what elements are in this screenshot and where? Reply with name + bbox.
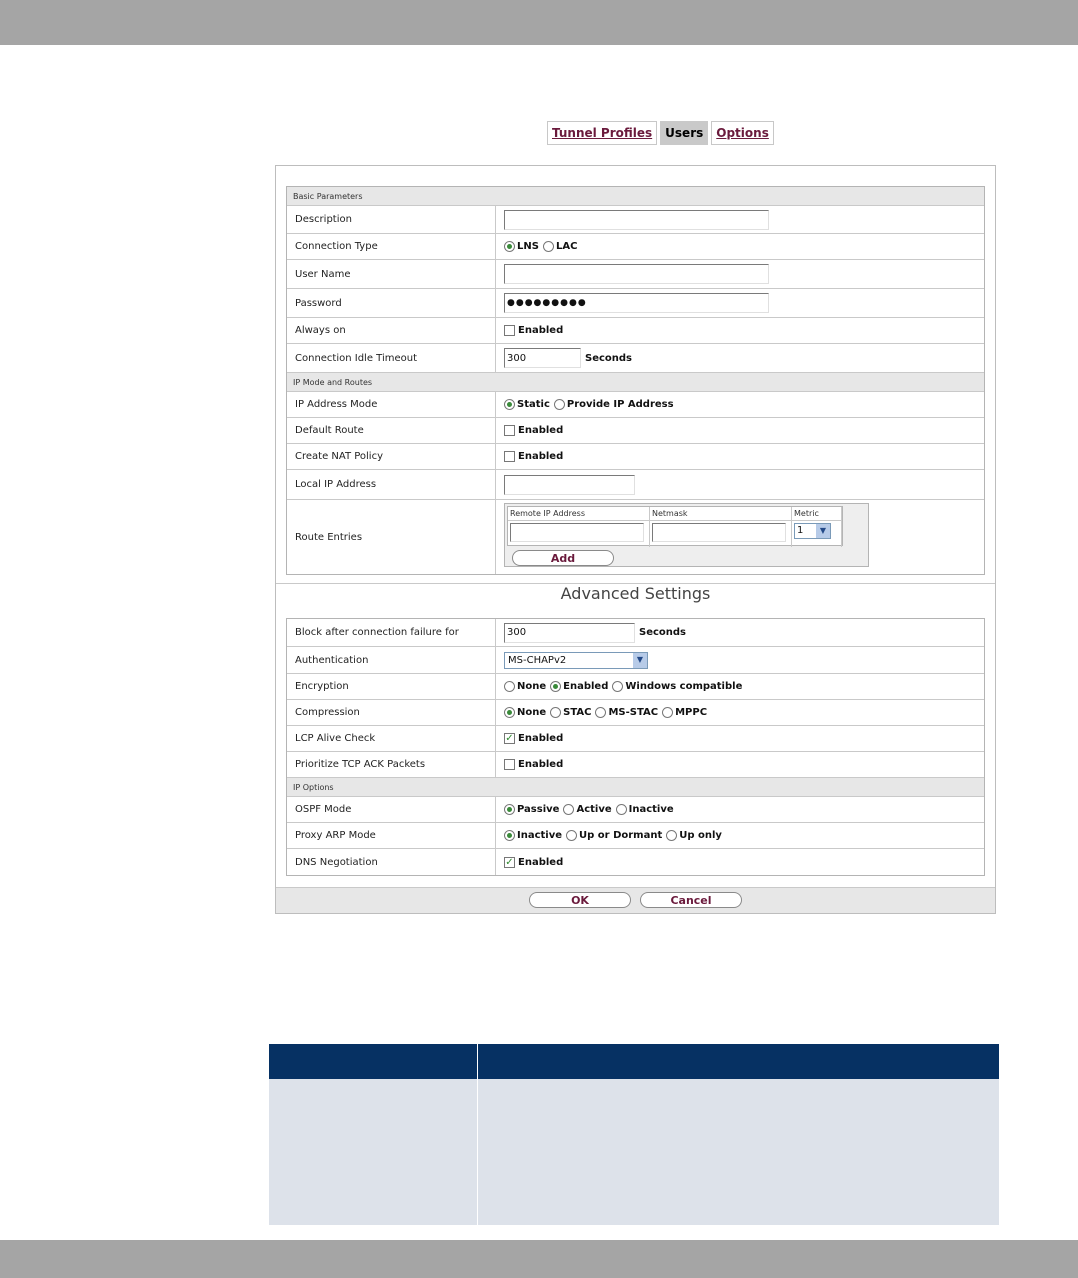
label-prioritize-tcp: Prioritize TCP ACK Packets (287, 752, 496, 777)
description-table-header (269, 1044, 999, 1079)
lcp-alive-check-icon: ✓ (505, 733, 514, 744)
row-create-nat (287, 444, 984, 470)
radio-ospf-passive-circle (504, 804, 515, 815)
row-dns-negotiation (287, 849, 984, 875)
radio-ospf-inactive-label: Inactive (628, 804, 674, 815)
radio-proxy-inactive-circle (504, 830, 515, 841)
settings-panel (275, 165, 996, 914)
radio-static-label: Static (517, 399, 550, 410)
radio-ospf-active[interactable] (563, 804, 611, 815)
idle-timeout-input[interactable] (504, 348, 581, 368)
label-description: Description (287, 206, 496, 233)
label-user-name: User Name (287, 260, 496, 288)
metric-value: 1 (797, 525, 804, 536)
metric-select[interactable] (794, 523, 831, 539)
password-input[interactable] (504, 293, 769, 313)
radio-compression-stac-label: STAC (563, 707, 592, 718)
radio-compression-stac-circle (550, 707, 561, 718)
top-bar (0, 0, 1078, 45)
idle-timeout-unit: Seconds (585, 352, 633, 364)
radio-lac-circle (543, 241, 554, 252)
label-ip-address-mode: IP Address Mode (287, 392, 496, 417)
radio-ospf-passive[interactable] (504, 804, 559, 815)
label-ospf-mode: OSPF Mode (287, 797, 496, 822)
radio-ospf-inactive[interactable] (616, 804, 674, 815)
description-table (269, 1044, 999, 1225)
create-nat-checkbox[interactable] (504, 451, 563, 462)
radio-compression-none-circle (504, 707, 515, 718)
tab-tunnel-profiles[interactable]: Tunnel Profiles (547, 121, 657, 145)
radio-proxy-up-only[interactable] (666, 830, 722, 841)
radio-proxy-inactive-label: Inactive (517, 830, 563, 841)
label-dns-negotiation: DNS Negotiation (287, 849, 496, 875)
radio-encryption-windows[interactable] (612, 681, 742, 692)
label-idle-timeout: Connection Idle Timeout (287, 344, 496, 372)
always-on-option-label: Enabled (518, 325, 564, 336)
description-table-row (269, 1079, 999, 1225)
label-connection-type: Connection Type (287, 234, 496, 259)
description-header-col1 (269, 1044, 478, 1079)
row-default-route (287, 418, 984, 444)
radio-compression-ms-stac[interactable] (595, 707, 658, 718)
radio-compression-stac[interactable] (550, 707, 591, 718)
label-proxy-arp: Proxy ARP Mode (287, 823, 496, 848)
radio-compression-mppc-label: MPPC (675, 707, 708, 718)
row-user-name (287, 260, 984, 289)
radio-encryption-enabled[interactable] (550, 681, 608, 692)
description-row-col2 (478, 1079, 999, 1225)
radio-ospf-passive-label: Passive (517, 804, 560, 815)
label-compression: Compression (287, 700, 496, 725)
description-row-col1 (269, 1079, 478, 1225)
row-ospf-mode (287, 797, 984, 823)
create-nat-option-label: Enabled (518, 451, 564, 462)
bottom-bar (0, 1240, 1078, 1278)
tab-bar (547, 121, 774, 145)
label-lcp-alive: LCP Alive Check (287, 726, 496, 751)
radio-ospf-active-circle (563, 804, 574, 815)
dns-negotiation-option-label: Enabled (518, 856, 564, 868)
col-remote-ip (508, 507, 650, 547)
always-on-box (504, 325, 515, 336)
row-authentication (287, 647, 984, 674)
description-input[interactable] (504, 210, 769, 230)
row-proxy-arp (287, 823, 984, 849)
header-metric: Metric (792, 507, 841, 521)
radio-lns[interactable] (504, 241, 539, 252)
label-encryption: Encryption (287, 674, 496, 699)
label-password: Password (287, 289, 496, 317)
radio-provide-ip-label: Provide IP Address (566, 399, 674, 410)
col-metric (792, 507, 842, 547)
radio-lns-circle (504, 241, 515, 252)
label-default-route: Default Route (287, 418, 496, 443)
button-bar (276, 887, 995, 913)
description-header-col2 (478, 1044, 999, 1079)
radio-encryption-enabled-circle (550, 681, 561, 692)
user-name-input[interactable] (504, 264, 769, 284)
radio-compression-none[interactable] (504, 707, 546, 718)
row-ip-address-mode (287, 392, 984, 418)
row-connection-type (287, 234, 984, 260)
chevron-down-icon: ▼ (816, 524, 830, 538)
radio-static-circle (504, 399, 515, 410)
create-nat-box (504, 451, 515, 462)
row-always-on (287, 318, 984, 344)
dns-negotiation-check-icon: ✓ (505, 856, 514, 868)
default-route-checkbox[interactable] (504, 425, 563, 436)
label-block-after: Block after connection failure for (287, 619, 496, 646)
radio-compression-none-label: None (517, 707, 547, 718)
radio-lac-label: LAC (555, 241, 578, 252)
ok-button[interactable]: OK (529, 892, 631, 908)
col-netmask (650, 507, 792, 547)
prioritize-tcp-checkbox[interactable] (504, 759, 563, 770)
row-prioritize-tcp (287, 752, 984, 778)
row-local-ip (287, 470, 984, 500)
radio-lns-label: LNS (517, 241, 539, 252)
radio-static[interactable] (504, 399, 550, 410)
radio-encryption-windows-circle (612, 681, 623, 692)
radio-provide-ip-circle (554, 399, 565, 410)
authentication-value: MS-CHAPv2 (508, 654, 567, 666)
row-lcp-alive (287, 726, 984, 752)
row-description (287, 206, 984, 234)
default-route-option-label: Enabled (518, 425, 564, 436)
radio-lac[interactable] (543, 241, 577, 252)
section-header-ip-options: IP Options (287, 778, 984, 797)
radio-encryption-windows-label: Windows compatible (625, 681, 743, 692)
row-password (287, 289, 984, 318)
add-route-button[interactable]: Add (512, 550, 614, 566)
row-block-after (287, 619, 984, 647)
section-header-ip-mode: IP Mode and Routes (287, 373, 984, 392)
radio-encryption-none-circle (504, 681, 515, 692)
radio-compression-mppc-circle (662, 707, 673, 718)
block-after-unit: Seconds (639, 627, 687, 638)
basic-section (286, 186, 985, 575)
prioritize-tcp-option-label: Enabled (518, 759, 564, 770)
row-encryption (287, 674, 984, 700)
radio-encryption-none[interactable] (504, 681, 546, 692)
advanced-section (286, 618, 985, 876)
radio-compression-ms-stac-label: MS-STAC (608, 707, 659, 718)
prioritize-tcp-box (504, 759, 515, 770)
row-idle-timeout (287, 344, 984, 373)
row-route-entries (287, 500, 984, 574)
radio-encryption-enabled-label: Enabled (563, 681, 609, 692)
dns-negotiation-checkbox[interactable] (504, 857, 563, 868)
radio-compression-ms-stac-circle (595, 707, 606, 718)
authentication-select[interactable] (504, 652, 648, 669)
label-always-on: Always on (287, 318, 496, 343)
block-after-input[interactable] (504, 623, 635, 643)
label-authentication: Authentication (287, 647, 496, 673)
header-remote-ip: Remote IP Address (508, 507, 649, 521)
radio-provide-ip[interactable] (554, 399, 674, 410)
remote-ip-input[interactable] (510, 523, 644, 542)
chevron-down-icon: ▼ (633, 653, 647, 668)
label-create-nat: Create NAT Policy (287, 444, 496, 469)
label-local-ip: Local IP Address (287, 470, 496, 499)
radio-proxy-up-only-circle (666, 830, 677, 841)
section-header-basic: Basic Parameters (287, 187, 984, 206)
radio-proxy-up-or-dormant-circle (566, 830, 577, 841)
local-ip-input[interactable] (504, 475, 635, 495)
radio-ospf-active-label: Active (576, 804, 612, 815)
tab-options[interactable]: Options (711, 121, 774, 145)
header-netmask: Netmask (650, 507, 791, 521)
radio-proxy-up-only-label: Up only (679, 830, 722, 841)
cancel-button[interactable]: Cancel (640, 892, 742, 908)
lcp-alive-option-label: Enabled (518, 733, 564, 744)
advanced-settings-title: Advanced Settings (560, 584, 711, 603)
route-entries-table (507, 506, 843, 546)
radio-encryption-none-label: None (517, 681, 547, 692)
route-entries-box (504, 503, 869, 567)
netmask-input[interactable] (652, 523, 786, 542)
always-on-checkbox[interactable] (504, 325, 563, 336)
radio-ospf-inactive-circle (616, 804, 627, 815)
lcp-alive-checkbox[interactable] (504, 733, 563, 744)
radio-proxy-inactive[interactable] (504, 830, 562, 841)
default-route-box (504, 425, 515, 436)
label-route-entries: Route Entries (287, 500, 496, 574)
tab-users[interactable]: Users (660, 121, 708, 145)
radio-proxy-up-or-dormant-label: Up or Dormant (579, 830, 663, 841)
radio-compression-mppc[interactable] (662, 707, 707, 718)
row-compression (287, 700, 984, 726)
radio-proxy-up-or-dormant[interactable] (566, 830, 662, 841)
